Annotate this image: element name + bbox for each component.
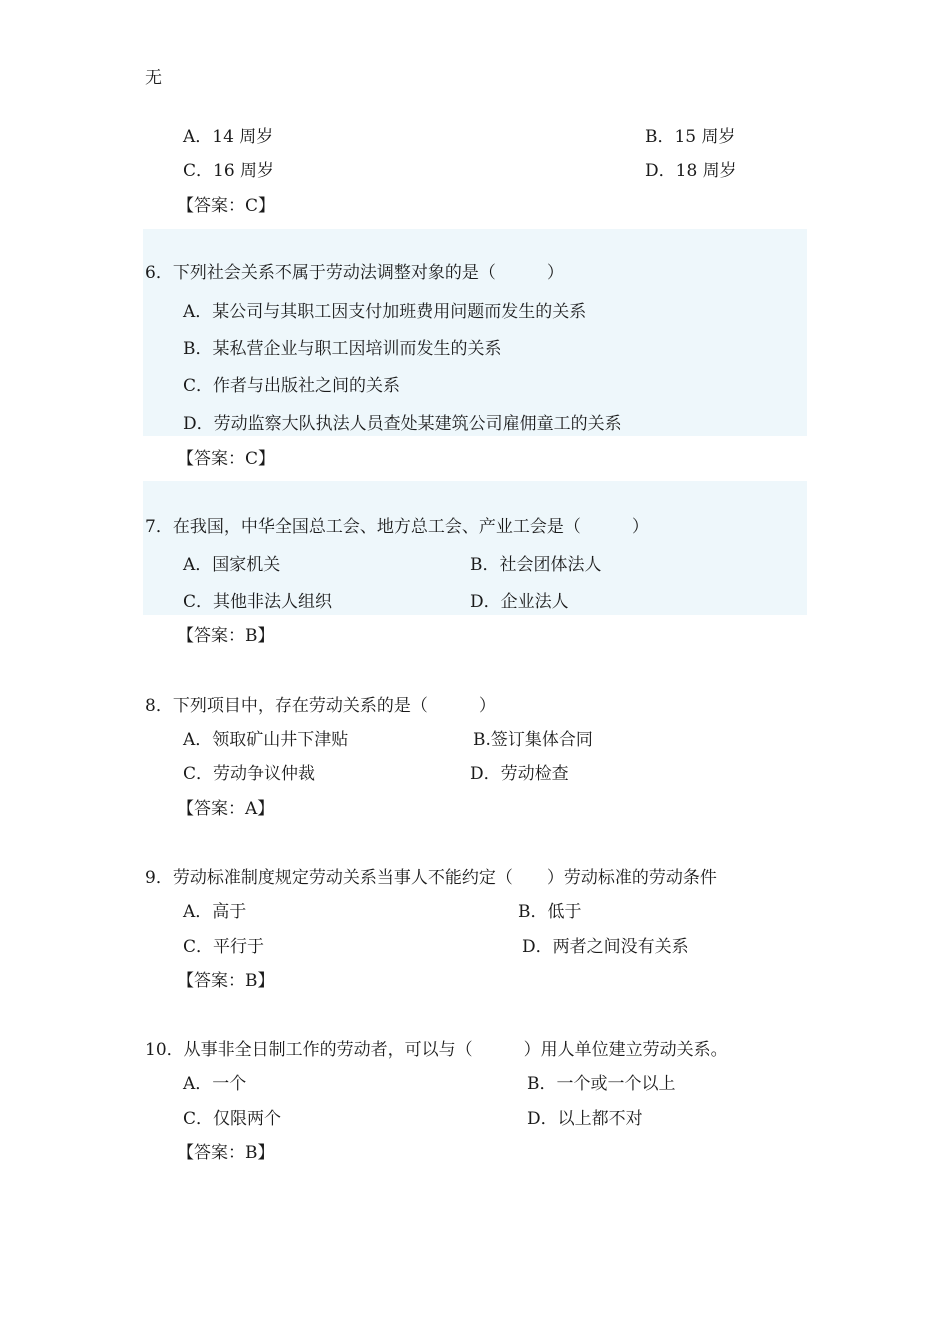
option-b: B．一个或一个以上 bbox=[527, 1074, 676, 1094]
option-b: B．社会团体法人 bbox=[470, 555, 602, 575]
option-a: A．高于 bbox=[183, 902, 247, 922]
answer: 【答案：C】 bbox=[177, 196, 276, 216]
option-c: C．作者与出版社之间的关系 bbox=[183, 376, 401, 396]
option-b: B．低于 bbox=[518, 902, 582, 922]
option-a: A．14 周岁 bbox=[183, 127, 274, 147]
answer: 【答案：C】 bbox=[177, 449, 276, 469]
question-text: 6．下列社会关系不属于劳动法调整对象的是（ ） bbox=[145, 263, 564, 283]
question-text: 10．从事非全日制工作的劳动者，可以与（ ）用人单位建立劳动关系。 bbox=[145, 1040, 728, 1060]
question-6-highlight bbox=[143, 229, 807, 436]
question-text: 9．劳动标准制度规定劳动关系当事人不能约定（ ）劳动标准的劳动条件 bbox=[145, 868, 717, 888]
option-c: C．其他非法人组织 bbox=[183, 592, 333, 612]
option-c: C．平行于 bbox=[183, 937, 265, 957]
option-d: D．企业法人 bbox=[470, 592, 569, 612]
answer: 【答案：A】 bbox=[177, 799, 275, 819]
option-c: C．劳动争议仲裁 bbox=[183, 764, 316, 784]
option-d: D．劳动检查 bbox=[470, 764, 569, 784]
option-d: D．劳动监察大队执法人员查处某建筑公司雇佣童工的关系 bbox=[183, 414, 622, 434]
option-a: A．国家机关 bbox=[183, 555, 281, 575]
option-d: D．以上都不对 bbox=[527, 1109, 643, 1129]
answer: 【答案：B】 bbox=[177, 1143, 275, 1163]
question-text: 7．在我国，中华全国总工会、地方总工会、产业工会是（ ） bbox=[145, 517, 649, 537]
answer: 【答案：B】 bbox=[177, 626, 275, 646]
option-c: C．仅限两个 bbox=[183, 1109, 282, 1129]
option-c: C．16 周岁 bbox=[183, 161, 275, 181]
question-text: 8．下列项目中，存在劳动关系的是（ ） bbox=[145, 696, 496, 716]
option-b: B.签订集体合同 bbox=[473, 730, 593, 750]
answer: 【答案：B】 bbox=[177, 971, 275, 991]
option-d: D．两者之间没有关系 bbox=[522, 937, 689, 957]
option-d: D．18 周岁 bbox=[645, 161, 737, 181]
option-b: B．15 周岁 bbox=[645, 127, 736, 147]
option-a: A．领取矿山井下津贴 bbox=[183, 730, 349, 750]
option-b: B．某私营企业与职工因培训而发生的关系 bbox=[183, 339, 502, 359]
option-a: A．某公司与其职工因支付加班费用问题而发生的关系 bbox=[183, 302, 587, 322]
header-text: 无 bbox=[145, 68, 162, 88]
option-a: A．一个 bbox=[183, 1074, 247, 1094]
